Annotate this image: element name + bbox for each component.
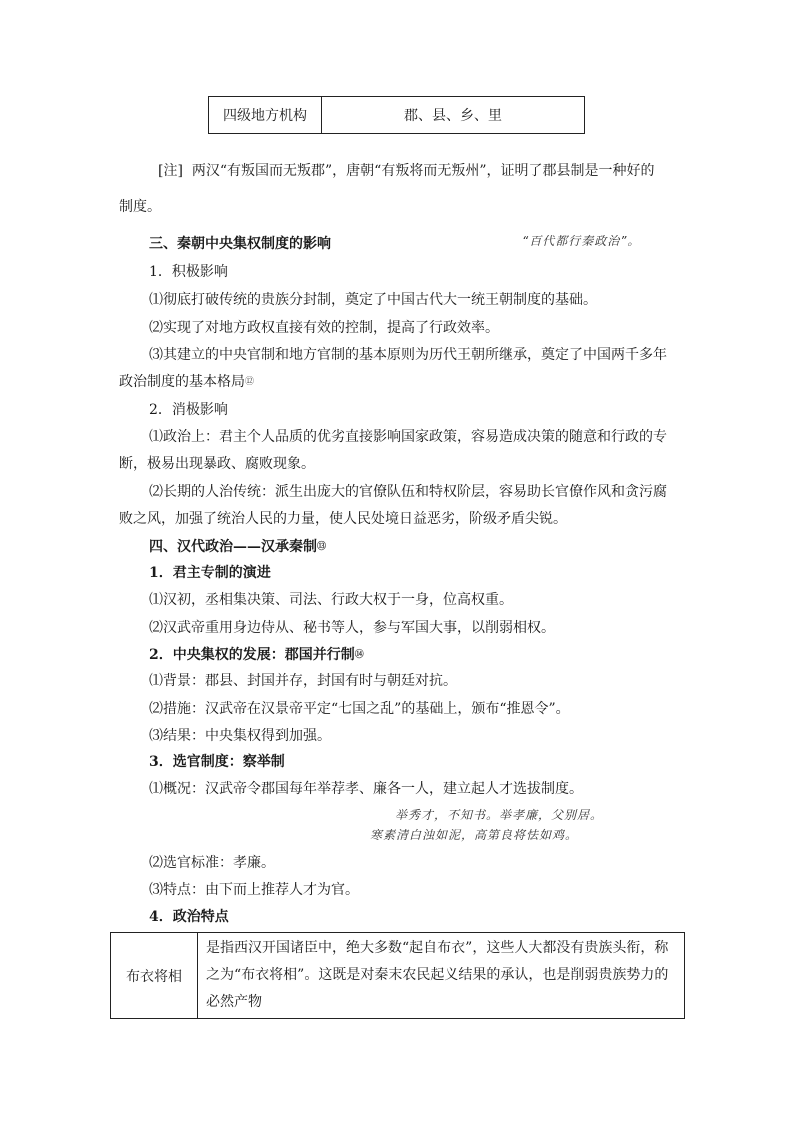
section4-heading-text: 四、汉代政治——汉承秦制 [149,539,317,555]
section4-b2: ⑵措施：汉武帝在汉景帝平定“七国之乱”的基础上，颁布“推恩令”。 [149,701,570,717]
section3-item3-line1: ⑶其建立的中央官制和地方官制的基本原则为历代王朝所继承，奠定了中国两千多年 [149,347,667,363]
table-value-cell: 郡、县、乡、里 [322,97,585,134]
neg2-line1: ⑵长期的人治传统：派生出庞大的官僚队伍和特权阶层，容易助长官僚作风和贪污腐 [149,484,667,500]
section4-sub2-text: 2．中央集权的发展：郡国并行制 [149,647,355,663]
section4-c2: ⑵选官标准：孝廉。 [149,855,275,871]
table-label-cell: 四级地方机构 [209,97,322,134]
section4-sub2 [149,645,364,665]
neg1-line1: ⑴政治上：君主个人品质的优劣直接影响国家政策，容易造成决策的随意和行政的专 [149,429,667,445]
table-description-cell: 是指西汉开国诸臣中，绝大多数“起自布衣”，这些人大都没有贵族头衔，称之为“布衣将相”。这既是对秦末农民起义结果的承认，也是削弱贵族势力的必然产物 [198,933,685,1019]
section4-heading [149,537,326,557]
neg2-line2: 败之风，加强了统治人民的力量，使人民处境日益恶劣，阶级矛盾尖锐。 [119,511,567,527]
section3-item2: ⑵实现了对地方政权直接有效的控制，提高了行政效率。 [149,320,499,336]
local-institutions-table [208,96,585,134]
note-line-1 [158,161,654,181]
section4-sub3: 3．选官制度：察举制 [149,754,285,770]
note-line-2: 制度。 [119,199,161,215]
section3-item3-line2 [119,372,254,392]
section4-b3: ⑶结果：中央集权得到加强。 [149,728,331,744]
handwritten-annotation-1: “百代都行秦政治”。 [522,234,641,248]
section3-sub1: 1．积极影响 [149,264,228,280]
section3-item1: ⑴彻底打破传统的贵族分封制，奠定了中国古代大一统王朝制度的基础。 [149,292,597,308]
section3-heading: 三、秦朝中央集权制度的影响 [149,236,331,252]
item3-text: 政治制度的基本格局 [119,374,245,390]
note-text: 两汉“有叛国而无叛郡”，唐朝“有叛将而无叛州”，证明了郡县制是一种好的 [191,163,655,179]
handwritten-annotation-2: 举秀才，不知书。举孝廉，父别居。 [395,808,604,822]
section4-b1: ⑴背景：郡县、封国并存，封国有时与朝廷对抗。 [149,673,457,689]
section4-c1: ⑴概况：汉武帝令郡国每年举荐孝、廉各一人，建立起人才选拔制度。 [149,781,583,797]
section4-a2: ⑵汉武帝重用身边侍从、秘书等人，参与军国大事，以削弱相权。 [149,620,555,636]
section4-c3: ⑶特点：由下而上推荐人才为官。 [149,882,359,898]
section4-a1: ⑴汉初，丞相集决策、司法、行政大权于一身，位高权重。 [149,592,513,608]
section4-sub4: 4．政治特点 [149,909,229,925]
neg1-line2: 断，极易出现暴政、腐败现象。 [119,456,315,472]
note-tag: [注] [158,163,183,179]
footnote-mark: ⑬ [317,542,327,552]
section3-sub2: 2．消极影响 [149,402,228,418]
footnote-mark: ⑫ [245,377,255,387]
handwritten-annotation-3: 寒素清白浊如泥，高第良将怯如鸡。 [370,828,579,842]
section4-sub1: 1．君主专制的演进 [149,565,271,581]
footnote-mark: ⑭ [354,650,364,660]
political-features-table [110,932,685,1019]
table-label-cell: 布衣将相 [111,933,198,1019]
